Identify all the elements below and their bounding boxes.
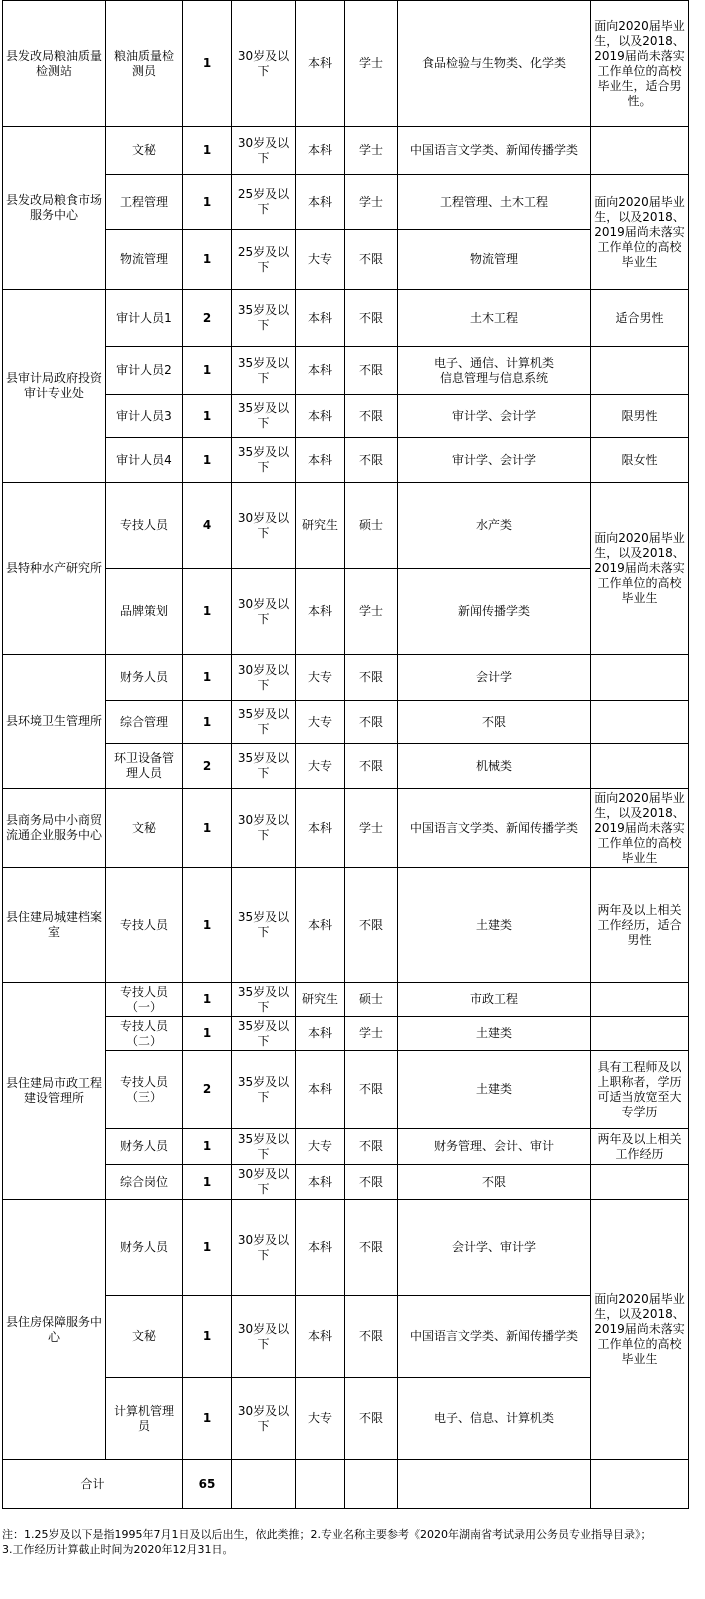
remark-cell: 两年及以上相关工作经历 bbox=[591, 1129, 689, 1165]
age-cell: 30岁及以下 bbox=[232, 1165, 296, 1200]
major-cell: 审计学、会计学 bbox=[398, 395, 591, 438]
table-row bbox=[3, 1200, 689, 1296]
education-cell: 本科 bbox=[296, 1165, 345, 1200]
education-cell: 研究生 bbox=[296, 983, 345, 1017]
post-cell: 物流管理 bbox=[106, 230, 183, 290]
remark-cell: 限女性 bbox=[591, 438, 689, 483]
org-cell: 县环境卫生管理所 bbox=[3, 655, 106, 789]
table-row bbox=[3, 127, 689, 175]
degree-cell: 不限 bbox=[345, 395, 398, 438]
major-cell: 新闻传播学类 bbox=[398, 569, 591, 655]
count-cell: 2 bbox=[183, 744, 232, 789]
major-cell: 水产类 bbox=[398, 483, 591, 569]
table-row bbox=[3, 395, 689, 438]
remark-cell: 面向2020届毕业生，以及2018、2019届尚未落实工作单位的高校毕业生 bbox=[591, 789, 689, 868]
table-row bbox=[3, 1378, 689, 1460]
degree-cell: 不限 bbox=[345, 1165, 398, 1200]
post-cell: 财务人员 bbox=[106, 1200, 183, 1296]
count-cell: 1 bbox=[183, 655, 232, 701]
count-cell: 1 bbox=[183, 230, 232, 290]
post-cell: 专技人员（一） bbox=[106, 983, 183, 1017]
remark-cell: 面向2020届毕业生，以及2018、2019届尚未落实工作单位的高校毕业生 bbox=[591, 1200, 689, 1460]
post-cell: 专技人员 bbox=[106, 868, 183, 983]
age-cell: 35岁及以下 bbox=[232, 1129, 296, 1165]
org-cell: 县商务局中小商贸流通企业服务中心 bbox=[3, 789, 106, 868]
age-cell: 35岁及以下 bbox=[232, 1017, 296, 1051]
remark-cell: 面向2020届毕业生，以及2018、2019届尚未落实工作单位的高校毕业生 bbox=[591, 483, 689, 655]
remark-cell bbox=[591, 1165, 689, 1200]
table-row bbox=[3, 230, 689, 290]
post-cell: 文秘 bbox=[106, 1296, 183, 1378]
education-cell: 大专 bbox=[296, 1378, 345, 1460]
post-cell: 粮油质量检测员 bbox=[106, 1, 183, 127]
table-row bbox=[3, 1165, 689, 1200]
degree-cell: 学士 bbox=[345, 1, 398, 127]
post-cell: 综合岗位 bbox=[106, 1165, 183, 1200]
age-cell: 35岁及以下 bbox=[232, 744, 296, 789]
major-cell: 土建类 bbox=[398, 1017, 591, 1051]
major-cell: 土建类 bbox=[398, 868, 591, 983]
table-row bbox=[3, 1, 689, 127]
table-row bbox=[3, 1051, 689, 1129]
remark-cell: 具有工程师及以上职称者，学历可适当放宽至大专学历 bbox=[591, 1051, 689, 1129]
major-cell: 物流管理 bbox=[398, 230, 591, 290]
age-cell: 25岁及以下 bbox=[232, 175, 296, 230]
post-cell: 工程管理 bbox=[106, 175, 183, 230]
count-cell: 1 bbox=[183, 395, 232, 438]
major-cell: 电子、通信、计算机类 信息管理与信息系统 bbox=[398, 347, 591, 395]
count-cell: 1 bbox=[183, 1017, 232, 1051]
table-row bbox=[3, 701, 689, 744]
empty-cell bbox=[398, 1460, 591, 1509]
age-cell: 30岁及以下 bbox=[232, 1296, 296, 1378]
table-row bbox=[3, 1296, 689, 1378]
remark-cell: 限男性 bbox=[591, 395, 689, 438]
remark-cell: 面向2020届毕业生，以及2018、2019届尚未落实工作单位的高校毕业生 bbox=[591, 175, 689, 290]
org-cell: 县住建局城建档案室 bbox=[3, 868, 106, 983]
org-cell: 县发改局粮食市场服务中心 bbox=[3, 127, 106, 290]
table-row bbox=[3, 347, 689, 395]
education-cell: 本科 bbox=[296, 347, 345, 395]
count-cell: 1 bbox=[183, 127, 232, 175]
count-cell: 1 bbox=[183, 868, 232, 983]
table-row bbox=[3, 1017, 689, 1051]
remark-cell bbox=[591, 1017, 689, 1051]
degree-cell: 不限 bbox=[345, 744, 398, 789]
major-cell: 土建类 bbox=[398, 1051, 591, 1129]
major-cell: 电子、信息、计算机类 bbox=[398, 1378, 591, 1460]
major-cell: 不限 bbox=[398, 1165, 591, 1200]
degree-cell: 不限 bbox=[345, 655, 398, 701]
degree-cell: 不限 bbox=[345, 230, 398, 290]
degree-cell: 硕士 bbox=[345, 983, 398, 1017]
degree-cell: 不限 bbox=[345, 1200, 398, 1296]
education-cell: 本科 bbox=[296, 1296, 345, 1378]
age-cell: 30岁及以下 bbox=[232, 1378, 296, 1460]
footnote: 注：1.25岁及以下是指1995年7月1日及以后出生，依此类推；2.专业名称主要参考《2020年湖南省考试录用公务员专业指导目录》； 3.工作经历计算截止时间为2020年12月31日。 bbox=[2, 1528, 652, 1556]
education-cell: 本科 bbox=[296, 868, 345, 983]
education-cell: 大专 bbox=[296, 655, 345, 701]
post-cell: 环卫设备管理人员 bbox=[106, 744, 183, 789]
education-cell: 大专 bbox=[296, 701, 345, 744]
degree-cell: 学士 bbox=[345, 175, 398, 230]
remark-cell: 两年及以上相关工作经历，适合男性 bbox=[591, 868, 689, 983]
remark-cell bbox=[591, 701, 689, 744]
post-cell: 专技人员 bbox=[106, 483, 183, 569]
post-cell: 审计人员1 bbox=[106, 290, 183, 347]
post-cell: 文秘 bbox=[106, 789, 183, 868]
table-row bbox=[3, 438, 689, 483]
education-cell: 大专 bbox=[296, 1129, 345, 1165]
count-cell: 4 bbox=[183, 483, 232, 569]
degree-cell: 学士 bbox=[345, 789, 398, 868]
table-row bbox=[3, 744, 689, 789]
count-cell: 1 bbox=[183, 1378, 232, 1460]
count-cell: 1 bbox=[183, 569, 232, 655]
org-cell: 县特种水产研究所 bbox=[3, 483, 106, 655]
education-cell: 本科 bbox=[296, 569, 345, 655]
age-cell: 35岁及以下 bbox=[232, 983, 296, 1017]
major-cell: 会计学、审计学 bbox=[398, 1200, 591, 1296]
age-cell: 30岁及以下 bbox=[232, 569, 296, 655]
degree-cell: 硕士 bbox=[345, 483, 398, 569]
count-cell: 1 bbox=[183, 175, 232, 230]
age-cell: 35岁及以下 bbox=[232, 701, 296, 744]
age-cell: 35岁及以下 bbox=[232, 438, 296, 483]
org-cell: 县审计局政府投资审计专业处 bbox=[3, 290, 106, 483]
age-cell: 30岁及以下 bbox=[232, 1200, 296, 1296]
major-cell: 中国语言文学类、新闻传播学类 bbox=[398, 127, 591, 175]
count-cell: 2 bbox=[183, 290, 232, 347]
education-cell: 本科 bbox=[296, 1051, 345, 1129]
education-cell: 本科 bbox=[296, 290, 345, 347]
remark-cell: 面向2020届毕业生，以及2018、2019届尚未落实工作单位的高校毕业生，适合男性。 bbox=[591, 1, 689, 127]
major-cell: 审计学、会计学 bbox=[398, 438, 591, 483]
age-cell: 35岁及以下 bbox=[232, 1051, 296, 1129]
education-cell: 本科 bbox=[296, 395, 345, 438]
post-cell: 专技人员（二） bbox=[106, 1017, 183, 1051]
count-cell: 2 bbox=[183, 1051, 232, 1129]
age-cell: 35岁及以下 bbox=[232, 290, 296, 347]
recruitment-table bbox=[2, 0, 689, 1509]
count-cell: 1 bbox=[183, 1296, 232, 1378]
age-cell: 30岁及以下 bbox=[232, 655, 296, 701]
degree-cell: 不限 bbox=[345, 1378, 398, 1460]
table-row bbox=[3, 290, 689, 347]
post-cell: 品牌策划 bbox=[106, 569, 183, 655]
age-cell: 30岁及以下 bbox=[232, 127, 296, 175]
post-cell: 专技人员（三） bbox=[106, 1051, 183, 1129]
post-cell: 文秘 bbox=[106, 127, 183, 175]
degree-cell: 不限 bbox=[345, 1051, 398, 1129]
age-cell: 30岁及以下 bbox=[232, 789, 296, 868]
count-cell: 1 bbox=[183, 1129, 232, 1165]
count-cell: 1 bbox=[183, 1, 232, 127]
table-row bbox=[3, 1129, 689, 1165]
major-cell: 食品检验与生物类、化学类 bbox=[398, 1, 591, 127]
remark-cell: 适合男性 bbox=[591, 290, 689, 347]
total-count: 65 bbox=[183, 1460, 232, 1509]
major-cell: 市政工程 bbox=[398, 983, 591, 1017]
degree-cell: 不限 bbox=[345, 438, 398, 483]
org-cell: 县住房保障服务中心 bbox=[3, 1200, 106, 1460]
org-cell: 县住建局市政工程建设管理所 bbox=[3, 983, 106, 1200]
empty-cell bbox=[591, 1460, 689, 1509]
count-cell: 1 bbox=[183, 701, 232, 744]
major-cell: 财务管理、会计、审计 bbox=[398, 1129, 591, 1165]
age-cell: 25岁及以下 bbox=[232, 230, 296, 290]
education-cell: 本科 bbox=[296, 127, 345, 175]
major-cell: 土木工程 bbox=[398, 290, 591, 347]
education-cell: 本科 bbox=[296, 438, 345, 483]
post-cell: 审计人员4 bbox=[106, 438, 183, 483]
remark-cell bbox=[591, 983, 689, 1017]
degree-cell: 不限 bbox=[345, 701, 398, 744]
degree-cell: 学士 bbox=[345, 1017, 398, 1051]
degree-cell: 不限 bbox=[345, 347, 398, 395]
org-cell: 县发改局粮油质量检测站 bbox=[3, 1, 106, 127]
age-cell: 35岁及以下 bbox=[232, 868, 296, 983]
major-cell: 机械类 bbox=[398, 744, 591, 789]
table-row bbox=[3, 483, 689, 569]
empty-cell bbox=[296, 1460, 345, 1509]
major-cell: 不限 bbox=[398, 701, 591, 744]
count-cell: 1 bbox=[183, 983, 232, 1017]
degree-cell: 学士 bbox=[345, 569, 398, 655]
post-cell: 综合管理 bbox=[106, 701, 183, 744]
education-cell: 本科 bbox=[296, 1017, 345, 1051]
degree-cell: 不限 bbox=[345, 1296, 398, 1378]
age-cell: 30岁及以下 bbox=[232, 1, 296, 127]
table-row bbox=[3, 983, 689, 1017]
education-cell: 大专 bbox=[296, 744, 345, 789]
education-cell: 本科 bbox=[296, 1, 345, 127]
count-cell: 1 bbox=[183, 1165, 232, 1200]
empty-cell bbox=[232, 1460, 296, 1509]
remark-cell bbox=[591, 655, 689, 701]
degree-cell: 不限 bbox=[345, 1129, 398, 1165]
post-cell: 审计人员2 bbox=[106, 347, 183, 395]
total-row bbox=[3, 1460, 689, 1509]
empty-cell bbox=[345, 1460, 398, 1509]
degree-cell: 学士 bbox=[345, 127, 398, 175]
remark-cell bbox=[591, 127, 689, 175]
post-cell: 计算机管理员 bbox=[106, 1378, 183, 1460]
count-cell: 1 bbox=[183, 1200, 232, 1296]
total-label: 合计 bbox=[3, 1460, 183, 1509]
post-cell: 审计人员3 bbox=[106, 395, 183, 438]
education-cell: 研究生 bbox=[296, 483, 345, 569]
major-cell: 中国语言文学类、新闻传播学类 bbox=[398, 1296, 591, 1378]
age-cell: 35岁及以下 bbox=[232, 395, 296, 438]
post-cell: 财务人员 bbox=[106, 1129, 183, 1165]
major-cell: 中国语言文学类、新闻传播学类 bbox=[398, 789, 591, 868]
remark-cell bbox=[591, 744, 689, 789]
education-cell: 大专 bbox=[296, 230, 345, 290]
table-row bbox=[3, 569, 689, 655]
education-cell: 本科 bbox=[296, 175, 345, 230]
count-cell: 1 bbox=[183, 438, 232, 483]
table-row bbox=[3, 789, 689, 868]
post-cell: 财务人员 bbox=[106, 655, 183, 701]
age-cell: 35岁及以下 bbox=[232, 347, 296, 395]
table-row bbox=[3, 868, 689, 983]
count-cell: 1 bbox=[183, 789, 232, 868]
count-cell: 1 bbox=[183, 347, 232, 395]
table-row bbox=[3, 175, 689, 230]
major-cell: 会计学 bbox=[398, 655, 591, 701]
education-cell: 本科 bbox=[296, 1200, 345, 1296]
degree-cell: 不限 bbox=[345, 868, 398, 983]
age-cell: 30岁及以下 bbox=[232, 483, 296, 569]
remark-cell bbox=[591, 347, 689, 395]
table-row bbox=[3, 655, 689, 701]
education-cell: 本科 bbox=[296, 789, 345, 868]
major-cell: 工程管理、土木工程 bbox=[398, 175, 591, 230]
degree-cell: 不限 bbox=[345, 290, 398, 347]
